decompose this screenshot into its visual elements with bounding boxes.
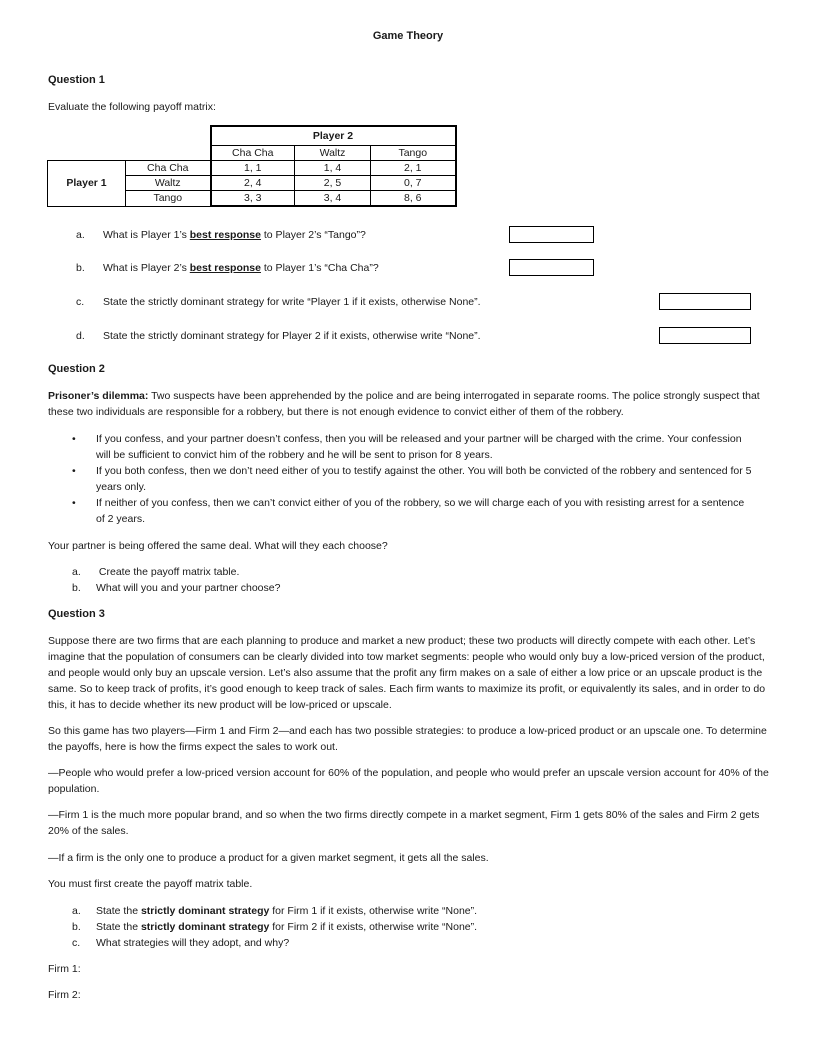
question-1-intro: Evaluate the following payoff matrix:: [48, 101, 216, 113]
col-header: Cha Cha: [211, 146, 295, 161]
list-item: b. State the strictly dominant strategy for Firm 2 if it exists, otherwise write “None”.: [72, 921, 478, 933]
question-3-paragraph-1: Suppose there are two firms that are each planning to produce and market a new product; these two products will directly compete with each other. Let’s imagine that the population of consumers can be clearly divided into tow market segments: people who would only buy a low-priced version of the product, and people would only buy an upscale version. Let’s also assume that the profit any firm makes on a sale of either a low price or an upscale product is the same. So to keep track of profits, it’s good enough to keep track of sales. Each firm wants to maximize its profit, or equivalently its sales, and in order to do this, it has to decide whether its new product will be low-priced or upscale.: [48, 635, 766, 711]
list-item: a. Create the payoff matrix table.: [72, 566, 240, 578]
question-3-paragraph-4: —Firm 1 is the much more popular brand, and so when the two firms directly compete in a market segment, Firm 1 gets 80% of the sales and Firm 2 gets 20% of the sales.: [48, 809, 760, 837]
q3-sub-list: [72, 903, 477, 951]
payoff-cell: 2, 4: [211, 176, 295, 191]
q1-answer-c-field[interactable]: [659, 293, 751, 310]
payoff-matrix: [47, 125, 457, 207]
q1-answer-b-field[interactable]: [509, 259, 594, 276]
question-1-heading: Question 1: [48, 74, 105, 86]
payoff-cell: 8, 6: [371, 191, 456, 207]
list-item: • If you confess, and your partner doesn’t confess, then you will be released and your partner will be charged with the crime. Your confession will be sufficient to convict him of the robbery and he will be sent to prison for 8 years.: [72, 433, 742, 461]
q2-sub-list: [72, 564, 280, 596]
q1-item-c: c. State the strictly dominant strategy for write “Player 1 if it exists, otherwise None”.: [76, 296, 481, 308]
question-3-paragraph-6: You must first create the payoff matrix table.: [48, 878, 253, 890]
player-2-label: Player 2: [211, 126, 456, 146]
question-3-heading: Question 3: [48, 608, 105, 620]
q1-item-b: b. What is Player 2’s best response to Player 1’s “Cha Cha”?: [76, 262, 379, 274]
question-3-paragraph-5: —If a firm is the only one to produce a product for a given market segment, it gets all the sales.: [48, 852, 489, 864]
payoff-cell: 0, 7: [371, 176, 456, 191]
list-item: • If neither of you confess, then we can’t convict either of you of the robbery, so we will charge each of you with resisting arrest for a sentence of 2 years.: [72, 497, 745, 525]
q1-answer-d-field[interactable]: [659, 327, 751, 344]
question-3-paragraph-3: —People who would prefer a low-priced version account for 60% of the population, and people who would prefer an upscale version account for 40% of the population.: [48, 767, 769, 795]
payoff-cell: 3, 4: [295, 191, 371, 207]
q2-bullet-list: [72, 431, 752, 527]
list-item: c. What strategies will they adopt, and why?: [72, 937, 290, 949]
q1-item-a: a. What is Player 1’s best response to Player 2’s “Tango”?: [76, 229, 366, 241]
question-2-closing: Your partner is being offered the same deal. What will they each choose?: [48, 540, 388, 552]
firm-1-answer-label: Firm 1:: [48, 963, 81, 975]
question-3-paragraph-2: So this game has two players—Firm 1 and Firm 2—and each has two possible strategies: to produce a low-priced product or an upscale one. To determine the payoffs, here is how the firms expect the sales to work out.: [48, 725, 767, 753]
list-item: b. What will you and your partner choose?: [72, 582, 281, 594]
player-1-label: Player 1: [48, 161, 126, 207]
payoff-cell: 1, 1: [211, 161, 295, 176]
col-header: Waltz: [295, 146, 371, 161]
row-header: Cha Cha: [126, 161, 211, 176]
payoff-cell: 2, 5: [295, 176, 371, 191]
q1-answer-a-field[interactable]: [509, 226, 594, 243]
question-2-lead: Prisoner’s dilemma: Two suspects have been apprehended by the police and are being interrogated in separate rooms. The police strongly suspect that these two individuals are responsible for a robbery, but there is not enough evidence to convict either of them of the robbery.: [48, 390, 760, 418]
row-header: Waltz: [126, 176, 211, 191]
document-title: Game Theory: [372, 30, 444, 42]
row-header: Tango: [126, 191, 211, 207]
list-item: a. State the strictly dominant strategy for Firm 1 if it exists, otherwise write “None”.: [72, 905, 478, 917]
question-2-heading: Question 2: [48, 363, 105, 375]
col-header: Tango: [371, 146, 456, 161]
payoff-cell: 1, 4: [295, 161, 371, 176]
payoff-cell: 3, 3: [211, 191, 295, 207]
payoff-cell: 2, 1: [371, 161, 456, 176]
q1-item-d: d. State the strictly dominant strategy for Player 2 if it exists, otherwise write “None”.: [76, 330, 481, 342]
firm-2-answer-label: Firm 2:: [48, 989, 81, 1001]
list-item: • If you both confess, then we don’t need either of you to testify against the other. You will both be convicted of the robbery and sentenced for 5 years only.: [72, 465, 752, 493]
